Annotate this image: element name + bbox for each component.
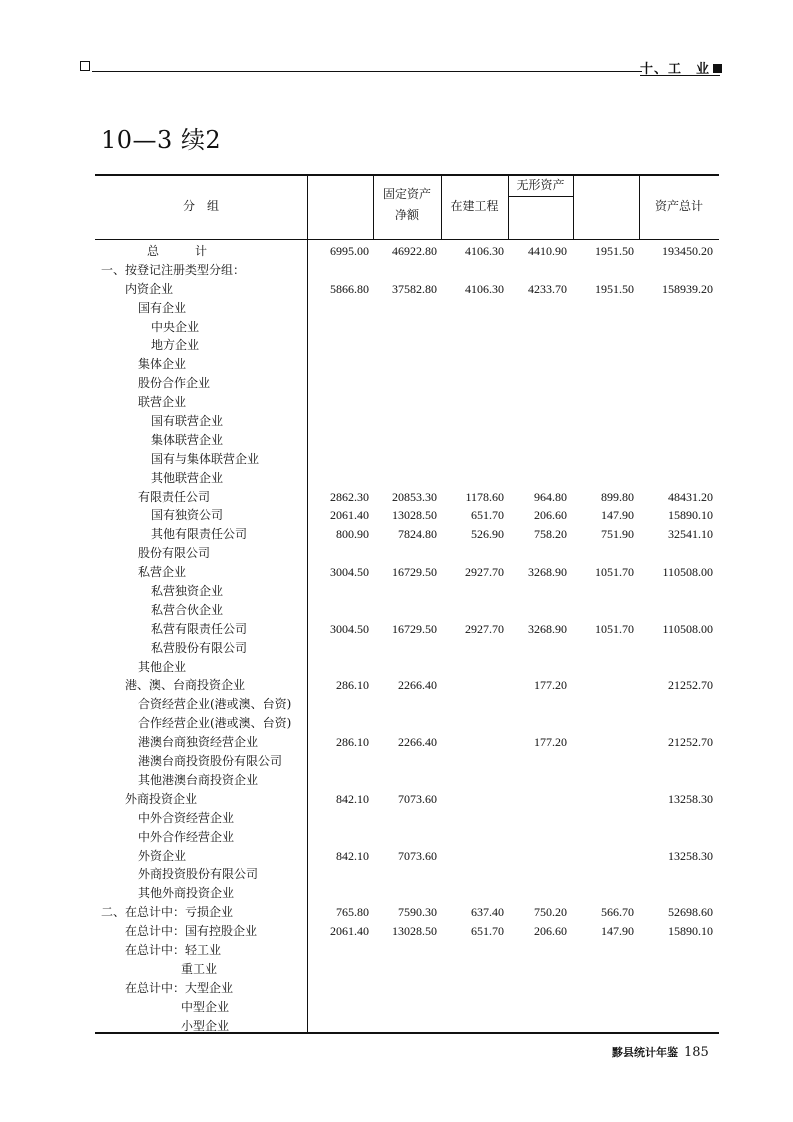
row-value: 800.90 [336,527,369,542]
row-value: 1951.50 [595,281,634,296]
row-value: 13028.50 [392,508,437,523]
row-value: 1051.70 [595,565,634,580]
row-value: 110508.00 [662,565,713,580]
table-row [95,922,719,941]
table-row [95,998,719,1017]
row-label: 国有与集体联营企业 [151,451,260,466]
row-label: 外资企业 [138,848,187,863]
row-value: 758.20 [534,527,567,542]
row-label: 港澳台商投资股份有限公司 [138,754,283,769]
row-label: 中外合作经营企业 [138,829,235,844]
row-label: 在总计中：国有控股企业 [125,924,258,939]
row-value: 7073.60 [398,848,437,863]
row-value: 13258.30 [668,791,713,806]
row-label: 私营股份有限公司 [151,640,248,655]
row-value: 2927.70 [465,621,504,636]
table-row [95,336,719,355]
row-value: 13028.50 [392,924,437,939]
table-row [95,261,719,280]
row-value: 7590.30 [398,905,437,920]
row-value: 2061.40 [330,508,369,523]
row-value: 177.20 [534,735,567,750]
row-value: 651.70 [471,924,504,939]
table-row [95,1017,719,1036]
row-label: 其他联营企业 [151,470,224,485]
table-row [95,506,719,525]
col-header-group: 分 组 [182,199,219,213]
row-label: 港、澳、台商投资企业 [125,678,246,693]
row-value: 2862.30 [330,489,369,504]
table-row [95,280,719,299]
row-value: 4410.90 [528,244,567,258]
row-value: 206.60 [534,508,567,523]
row-label: 私营企业 [138,565,187,580]
row-value: 765.80 [336,905,369,920]
row-value: 52698.60 [668,905,713,920]
table-row [95,299,719,318]
row-label: 私营独资企业 [151,584,224,599]
table-title: 10—3 续2 [101,126,222,154]
row-value: 5866.80 [330,281,369,296]
table-row [95,488,719,507]
row-value: 751.90 [601,527,634,542]
table-row [95,847,719,866]
row-label: 小型企业 [181,1018,230,1033]
table-row [95,903,719,922]
row-value: 3004.50 [330,621,369,636]
row-value: 15890.10 [668,924,713,939]
table-row [95,601,719,620]
col-header-intangible: 无形资产 [516,178,565,192]
row-label: 一、按登记注册类型分组： [101,262,246,277]
row-label: 股份有限公司 [138,546,211,561]
row-value: 2927.70 [465,565,504,580]
row-value: 6995.00 [330,244,369,258]
row-value: 147.90 [601,508,634,523]
row-label: 集体企业 [138,357,187,372]
row-label: 其他有限责任公司 [151,527,248,542]
row-label: 合资经营企业(港或澳、台资) [138,697,292,712]
row-label: 国有联营企业 [151,414,224,429]
table-row [95,941,719,960]
row-label: 其他外商投资企业 [138,886,235,901]
row-value: 4106.30 [465,244,504,258]
row-label: 外商投资股份有限公司 [138,867,259,882]
table-row [95,620,719,639]
table-row [95,714,719,733]
row-value: 7824.80 [398,527,437,542]
row-label: 二、在总计中：亏损企业 [101,905,234,920]
row-value: 842.10 [336,791,369,806]
row-label: 中央企业 [151,319,200,334]
header-box-glyph [80,61,90,71]
page-number: 185 [684,1045,709,1060]
table-top-rule [95,174,719,176]
col-header-total-assets: 资产总计 [654,199,703,213]
row-value: 651.70 [471,508,504,523]
row-label: 总 计 [147,244,208,258]
table-body [95,242,719,1035]
table-row [95,355,719,374]
row-value: 158939.20 [662,281,713,296]
row-label: 其他企业 [138,659,187,674]
row-value: 16729.50 [392,621,437,636]
col-header-fixed-assets-top: 固定资产 [382,187,431,201]
row-label: 国有企业 [138,300,187,315]
table-row [95,525,719,544]
table-row [95,393,719,412]
row-value: 7073.60 [398,791,437,806]
row-value: 286.10 [336,735,369,750]
book-title: 黟县统计年鉴 [612,1046,678,1059]
row-value: 1051.70 [595,621,634,636]
table-row [95,960,719,979]
table-row [95,374,719,393]
row-value: 566.70 [601,905,634,920]
row-label: 其他港澳台商投资企业 [138,772,259,787]
table-row [95,639,719,658]
row-value: 32541.10 [668,527,713,542]
header-rule [92,71,642,72]
table-row [95,563,719,582]
row-value: 1178.60 [465,489,504,504]
row-value: 964.80 [534,489,567,504]
row-value: 1951.50 [595,244,634,258]
table-row [95,979,719,998]
row-value: 2266.40 [398,735,437,750]
row-label: 重工业 [181,961,218,976]
row-label: 合作经营企业(港或澳、台资) [138,716,292,731]
row-value: 37582.80 [392,281,437,296]
col-header-construction: 在建工程 [450,199,499,213]
row-value: 16729.50 [392,565,437,580]
row-value: 3268.90 [528,565,567,580]
row-value: 177.20 [534,678,567,693]
row-value: 3268.90 [528,621,567,636]
row-value: 4233.70 [528,281,567,296]
row-label: 在总计中：轻工业 [125,942,222,957]
table-row [95,469,719,488]
table-row [95,242,719,261]
table-row [95,544,719,563]
page-footer [612,1044,709,1060]
row-value: 637.40 [471,905,504,920]
table-row [95,884,719,903]
data-table [95,174,719,1034]
table-row [95,865,719,884]
row-value: 3004.50 [330,565,369,580]
row-value: 46922.80 [392,244,437,258]
row-value: 147.90 [601,924,634,939]
table-row [95,658,719,677]
row-value: 2266.40 [398,678,437,693]
row-value: 286.10 [336,678,369,693]
row-value: 13258.30 [668,848,713,863]
section-square-icon [713,64,722,73]
row-label: 股份合作企业 [138,376,211,391]
row-label: 私营有限责任公司 [151,621,248,636]
table-row [95,771,719,790]
row-value: 15890.10 [668,508,713,523]
table-row [95,450,719,469]
row-value: 193450.20 [662,244,713,258]
row-label: 私营合伙企业 [151,602,224,617]
row-value: 110508.00 [662,621,713,636]
row-value: 21252.70 [668,678,713,693]
row-label: 内资企业 [125,281,174,296]
header-rule-right [640,75,720,76]
row-value: 526.90 [471,527,504,542]
row-label: 中外合资经营企业 [138,810,235,825]
table-row [95,695,719,714]
table-row [95,431,719,450]
table-row [95,676,719,695]
row-label: 联营企业 [138,395,187,410]
row-value: 21252.70 [668,735,713,750]
section-title: 十、工 业 [640,62,711,77]
row-value: 2061.40 [330,924,369,939]
row-label: 集体联营企业 [151,432,224,447]
row-label: 外商投资企业 [125,791,198,806]
table-row [95,809,719,828]
table-row [95,733,719,752]
row-label: 有限责任公司 [138,489,211,504]
table-row [95,412,719,431]
row-value: 20853.30 [392,489,437,504]
row-value: 842.10 [336,848,369,863]
row-value: 206.60 [534,924,567,939]
row-label: 在总计中：大型企业 [125,980,234,995]
row-value: 4106.30 [465,281,504,296]
row-label: 地方企业 [151,338,200,353]
row-value: 48431.20 [668,489,713,504]
row-label: 港澳台商独资经营企业 [138,735,259,750]
table-row [95,828,719,847]
row-value: 899.80 [601,489,634,504]
col-divider-4 [573,174,574,239]
table-row [95,582,719,601]
table-row [95,752,719,771]
row-label: 中型企业 [181,999,230,1014]
row-label: 国有独资公司 [151,508,224,523]
header-bottom-rule [95,239,719,240]
intangible-subrule [508,196,573,197]
table-row [95,318,719,337]
table-row [95,790,719,809]
row-value: 750.20 [534,905,567,920]
col-header-fixed-assets-bottom: 净额 [394,208,419,222]
